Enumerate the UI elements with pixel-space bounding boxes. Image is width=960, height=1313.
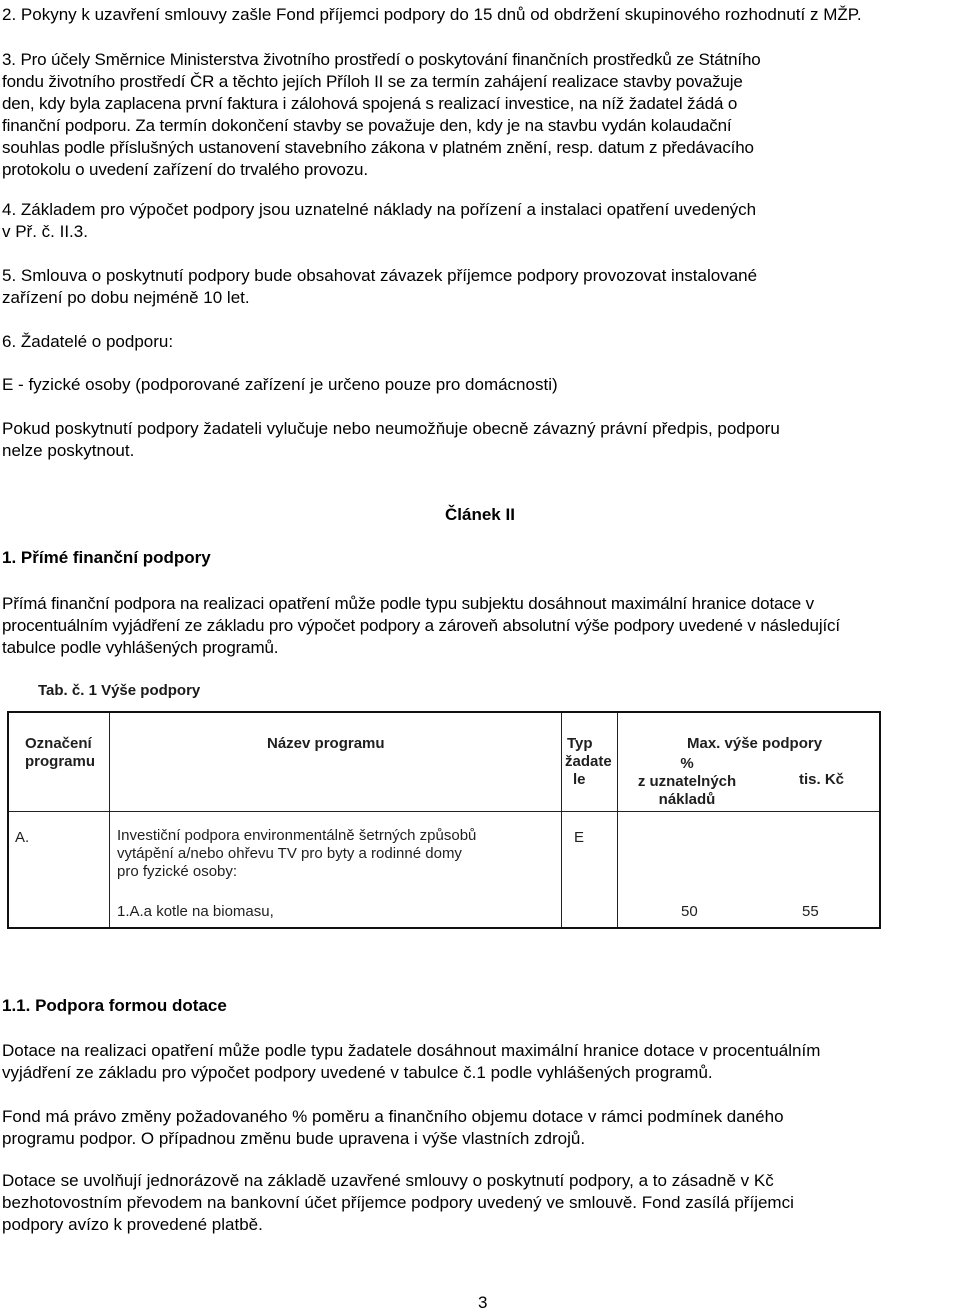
paragraph-3-line: protokolu o uvedení zařízení do trvalého provozu.: [2, 160, 368, 179]
paragraph-pokud: [2, 418, 954, 462]
row-subitem-name: 1.A.a kotle na biomasu,: [117, 903, 274, 920]
paragraph-fond-line: programu podpor. O případnou změnu bude upravena i výše vlastních zdrojů.: [2, 1129, 586, 1148]
paragraph-dotace-line: vyjádření ze základu pro výpočet podpory uvedené v tabulce č.1 podle vyhlášených programů.: [2, 1063, 713, 1082]
paragraph-3-line: den, kdy byla zaplacena první faktura i zálohová spojená s realizací investice, na níž žadatel žádá o: [2, 94, 738, 113]
section-heading-1-1: 1.1. Podpora formou dotace: [2, 996, 227, 1015]
paragraph-3-line: finanční podporu. Za termín dokončení stavby se považuje den, kdy je na stavbu vydán kolaudační: [2, 116, 732, 135]
paragraph-dotace-line: Dotace na realizaci opatření může podle typu žadatele dosáhnout maximální hranice dotace v procentuálním: [2, 1041, 821, 1060]
row-name-line: pro fyzické osoby:: [117, 863, 238, 880]
header-pct: [621, 755, 753, 809]
row-code: A.: [15, 829, 30, 846]
paragraph-3-line: fondu životního prostředí ČR a těchto jejích Příloh II se za termín zahájení realizace stavby považuje: [2, 72, 743, 91]
paragraph-6: 6. Žadatelé o podporu:: [2, 332, 174, 351]
paragraph-pokud-line: nelze poskytnout.: [2, 441, 135, 460]
paragraph-3-line: 3. Pro účely Směrnice Ministerstva životního prostředí o poskytování finančních prostředků ze Státního: [2, 50, 761, 69]
paragraph-prima-line: procentuálním vyjádření ze základu pro výpočet podpory a zároveň absolutní výše podpory uvedené v následující: [2, 616, 840, 635]
header-max: Max. výše podpory: [687, 735, 823, 752]
paragraph-2: 2. Pokyny k uzavření smlouvy zašle Fond příjemci podpory do 15 dnů od obdržení skupinového rozhodnutí z MŽP.: [2, 5, 862, 24]
header-code-line: Označení: [25, 735, 92, 752]
header-tis: tis. Kč: [799, 771, 845, 788]
row-name: [117, 827, 476, 881]
header-pct-line: nákladů: [658, 791, 716, 808]
paragraph-uvolneni: [2, 1170, 954, 1236]
header-pct-line: %: [680, 755, 694, 772]
support-table: [7, 711, 881, 929]
paragraph-prima: [2, 593, 954, 659]
header-pct-line: z uznatelných: [637, 773, 737, 790]
page-number: 3: [478, 1293, 488, 1312]
paragraph-4: [2, 199, 954, 243]
table-divider: [617, 713, 618, 927]
row-type: E: [574, 829, 585, 846]
row-name-line: vytápění a/nebo ohřevu TV pro byty a rodinné domy: [117, 845, 462, 862]
header-type-line: žadate: [565, 753, 612, 770]
paragraph-uvolneni-line: bezhotovostním převodem na bankovní účet příjemce podpory uvedený ve smlouvě. Fond zasílá příjemci: [2, 1193, 794, 1212]
row-pct: 50: [681, 903, 698, 920]
header-code: [25, 735, 95, 771]
paragraph-5: [2, 265, 954, 309]
paragraph-prima-line: Přímá finanční podpora na realizaci opatření může podle typu subjektu dosáhnout maximální hranice dotace v: [2, 594, 814, 613]
paragraph-prima-line: tabulce podle vyhlášených programů.: [2, 638, 279, 657]
header-type-line: Typ: [567, 735, 593, 752]
paragraph-5-line: zařízení po dobu nejméně 10 let.: [2, 288, 250, 307]
paragraph-4-line: v Př. č. II.3.: [2, 222, 88, 241]
header-name: Název programu: [267, 735, 385, 752]
applicant-type-e: E - fyzické osoby (podporované zařízení je určeno pouze pro domácnosti): [2, 375, 558, 394]
table-divider: [109, 713, 110, 927]
row-name-line: Investiční podpora environmentálně šetrných způsobů: [117, 827, 477, 844]
paragraph-fond-line: Fond má právo změny požadovaného % poměru a finančního objemu dotace v rámci podmínek daného: [2, 1107, 784, 1126]
table-divider: [561, 713, 562, 927]
paragraph-pokud-line: Pokud poskytnutí podpory žadateli vylučuje nebo neumožňuje obecně závazný právní předpis, podporu: [2, 419, 780, 438]
paragraph-4-line: 4. Základem pro výpočet podpory jsou uznatelné náklady na pořízení a instalaci opatření uvedených: [2, 200, 757, 219]
paragraph-5-line: 5. Smlouva o poskytnutí podpory bude obsahovat závazek příjemce podpory provozovat instalované: [2, 266, 758, 285]
paragraph-uvolneni-line: podpory avízo k provedené platbě.: [2, 1215, 263, 1234]
section-heading-1: 1. Přímé finanční podpory: [2, 548, 211, 567]
paragraph-3: [2, 49, 954, 181]
paragraph-fond: [2, 1106, 954, 1150]
paragraph-uvolneni-line: Dotace se uvolňují jednorázově na základě uzavřené smlouvy o poskytnutí podpory, a to zásadně v Kč: [2, 1171, 774, 1190]
header-type-line: le: [573, 771, 586, 788]
header-code-line: programu: [25, 753, 96, 770]
table-caption: Tab. č. 1 Výše podpory: [38, 682, 201, 699]
paragraph-dotace: [2, 1040, 954, 1084]
row-tis: 55: [802, 903, 819, 920]
table-divider: [9, 811, 879, 812]
header-type: [565, 735, 612, 789]
paragraph-3-line: souhlas podle příslušných ustanovení stavebního zákona v platném znění, resp. datum z předávacího: [2, 138, 754, 157]
article-heading: Článek II: [445, 505, 515, 524]
